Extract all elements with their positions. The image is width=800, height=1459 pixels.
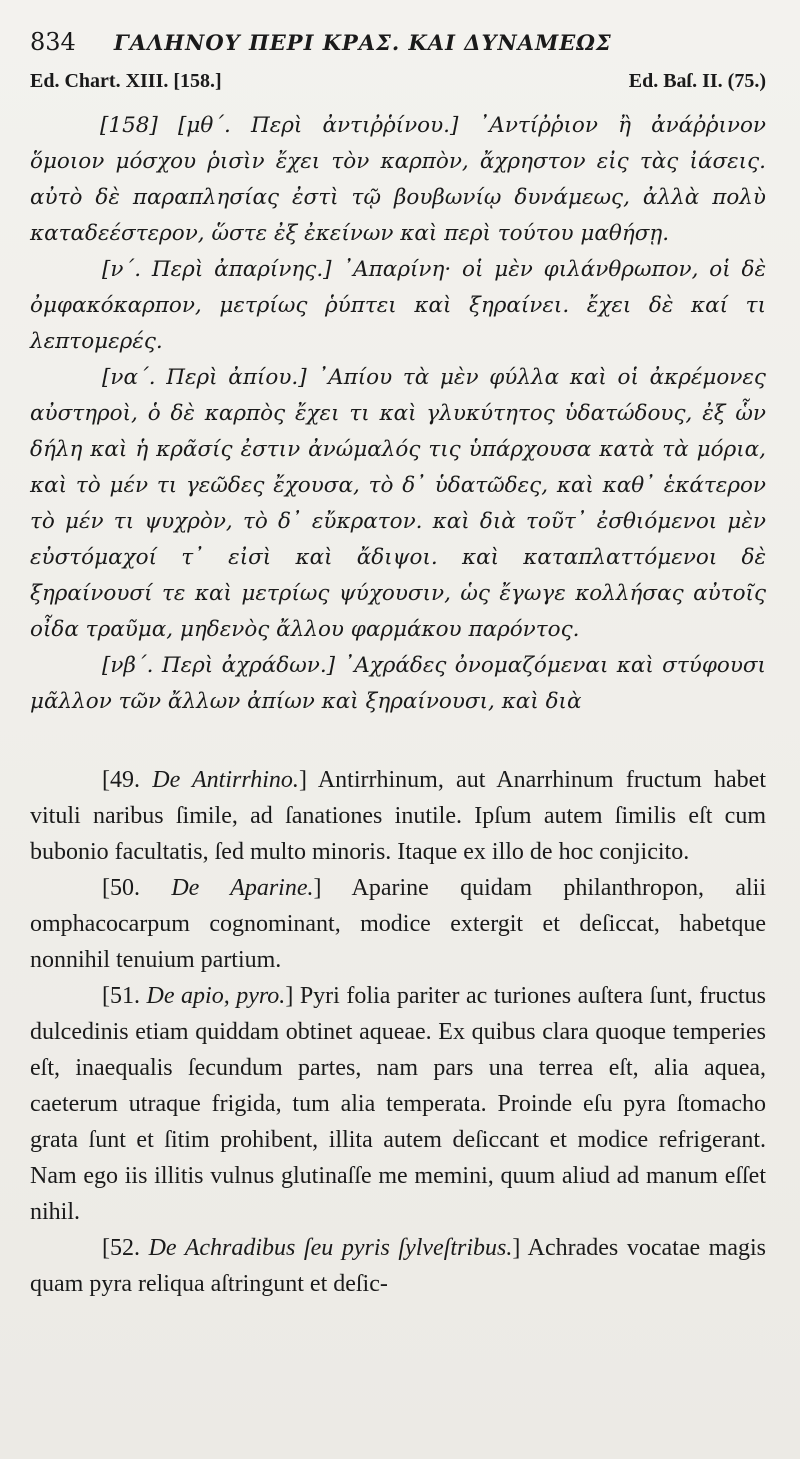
section-heading: De Antirrhino. [152, 767, 299, 793]
section-heading: να΄. Περὶ ἀπίου. [110, 365, 299, 390]
greek-paragraph [30, 648, 766, 720]
section-bracket: ] [323, 257, 332, 282]
latin-paragraph [30, 870, 766, 978]
section-bracket: [ [102, 653, 111, 678]
section-bracket: ] [298, 365, 307, 390]
section-bracket: ] [512, 1235, 521, 1261]
section-heading: ν΄. Περὶ ἀπαρίνης. [110, 257, 324, 282]
section-heading: De Aparine. [171, 875, 314, 901]
greek-paragraph [30, 108, 766, 252]
section-bracket: [ [102, 257, 111, 282]
running-title: ΓΑΛΗΝΟΥ ΠΕΡΙ ΚΡΑΣ. ΚΑΙ ΔΥΝΑΜΕΩΣ [113, 30, 612, 55]
section-heading: μθ΄. Περὶ ἀντιῤῥίνου. [186, 113, 451, 138]
section-bracket: ] [326, 653, 336, 678]
section-bracket: ] [285, 983, 294, 1009]
paragraph-text: Antirrhinum, aut Anarrhinum fructum habet vituli naribus ſimile, ad ſanationes inutile. Ipſum autem ſimilis eſt cum bubonio facultatis, ſed multo minoris. Itaque ex illo de hoc conjicito. [30, 767, 766, 865]
section-bracket: [51. [102, 983, 147, 1009]
section-bracket: [ [102, 365, 111, 390]
latin-text [30, 762, 766, 1302]
edition-line [30, 70, 766, 100]
greek-text [30, 108, 766, 720]
page-number: 834 [30, 28, 76, 56]
section-bracket: ] [298, 767, 307, 793]
section-bracket: [158] [ [100, 113, 187, 138]
edition-right: Ed. Baſ. II. (75.) [628, 70, 766, 92]
paragraph-text: ᾿Απίου τὰ μὲν φύλλα καὶ οἱ ἀκρέμονες αὐστηροὶ, ὁ δὲ καρπὸς ἔχει τι καὶ γλυκύτητος ὑδατώδους, ἐξ ὧν δήλη καὶ ἡ κρᾶσίς ἐστιν ἀνώμαλός τις ὑπάρχουσα κατὰ τὰ μόρια, καὶ τὸ μέν τι γεῶδες ἔχουσα, τὸ δ᾿ ὑδατῶδες, καὶ καθ᾿ ἑκάτερον τὸ μέν τι ψυχρὸν, τὸ δ᾿ εὔκρατον. καὶ διὰ τοῦτ᾿ ἐσθιόμενοι μὲν εὐστόμαχοί τ᾿ εἰσὶ καὶ ἄδιψοι. καὶ καταπλαττόμενοι δὲ ξηραίνουσί τε καὶ μετρίως ψύχουσιν, ὡς ἔγωγε κολλήσας αὐτοῖς οἶδα τραῦμα, μηδενὸς ἄλλου φαρμάκου παρόντος. [30, 365, 766, 642]
running-head [30, 28, 766, 66]
paragraph-text: Aparine quidam philanthropon, alii omphacocarpum cognominant, modice extergit et deſiccat, habetque nonnihil tenuium partium. [30, 875, 767, 973]
section-heading: νβ΄. Περὶ ἀχράδων. [110, 653, 327, 678]
section-bracket: [49. [102, 767, 153, 793]
latin-paragraph [30, 978, 766, 1230]
paragraph-text: ᾿Απαρίνη· οἱ μὲν φιλάνθρωπον, οἱ δὲ ὀμφακόκαρπον, μετρίως ῥύπτει καὶ ξηραίνει. ἔχει δὲ καί τι λεπτομερές. [30, 257, 766, 354]
greek-paragraph [30, 252, 766, 360]
paragraph-text: ᾿Αχράδες ὀνομαζόμεναι καὶ στύφουσι μᾶλλον τῶν ἄλλων ἀπίων καὶ ξηραίνουσι, καὶ διὰ [30, 653, 766, 714]
paragraph-text: Pyri folia pariter ac turiones auſtera ſunt, fructus dulcedinis etiam quiddam obtinet aqueae. Ex quibus clara quoque temperies eſt, inaequalis ſecundum partes, nam pars una terrea eſt, alia aquea, caeterum utraque frigida, tum alia temperata. Proinde eſu pyra ſtomacho grata ſunt et ſitim prohibent, illita autem deſiccant et modice refrigerant. Nam ego iis illitis vulnus glutinaſſe me memini, quum aliud ad manum eſſet nihil. [30, 983, 766, 1225]
section-bracket: ] [313, 875, 322, 901]
section-bracket: [52. [102, 1235, 149, 1261]
edition-left: Ed. Chart. XIII. [158.] [30, 70, 222, 92]
section-heading: De Achradibus ſeu pyris ſylveſtribus. [148, 1235, 513, 1261]
greek-paragraph [30, 360, 766, 648]
section-bracket: [50. [102, 875, 172, 901]
paragraph-text: Achrades vocatae magis quam pyra reliqua aſtringunt et deſic- [30, 1235, 766, 1297]
latin-paragraph [30, 1230, 766, 1302]
paragraph-text: ᾿Αντίῤῥιον ἢ ἀνάῤῥινον ὅμοιον μόσχου ῥισὶν ἔχει τὸν καρπὸν, ἄχρηστον εἰς τὰς ἰάσεις. αὐτὸ δὲ παραπλησίας ἐστὶ τῷ βουβωνίῳ δυνάμεως, ἀλλὰ πολὺ καταδεέστερον, ὥστε ἐξ ἐκείνων καὶ περὶ τούτου μαθήσῃ. [30, 113, 766, 246]
latin-paragraph [30, 762, 766, 870]
section-heading: De apio, pyro. [146, 983, 286, 1009]
section-bracket: ] [450, 113, 459, 138]
